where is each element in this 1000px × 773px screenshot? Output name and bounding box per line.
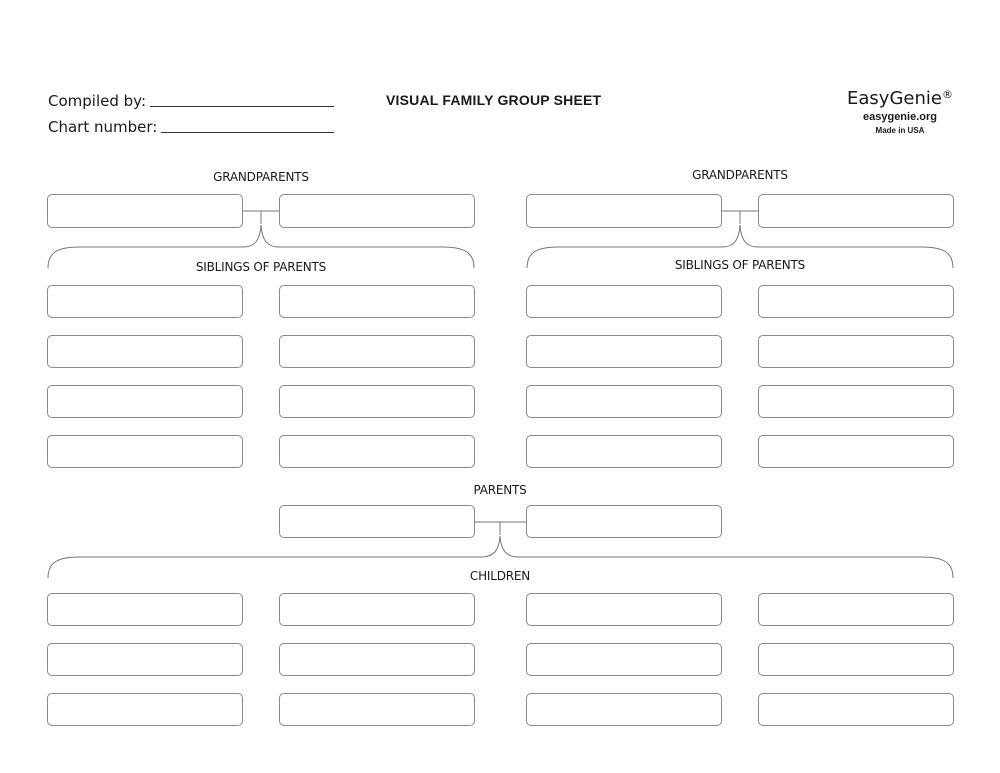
grandparents-right-label: GRANDPARENTS	[692, 168, 788, 182]
child-box[interactable]	[758, 593, 954, 626]
sibling-of-parent-box[interactable]	[279, 335, 475, 368]
chart-number-label: Chart number:	[48, 118, 158, 136]
child-box[interactable]	[279, 643, 475, 676]
sibling-of-parent-box[interactable]	[279, 385, 475, 418]
grandparent-box[interactable]	[279, 194, 475, 228]
grandparent-box[interactable]	[526, 194, 722, 228]
compiled-by-label: Compiled by:	[48, 92, 146, 110]
parent-box[interactable]	[526, 505, 722, 538]
grandparents-left-label: GRANDPARENTS	[213, 170, 309, 184]
grandparent-box[interactable]	[758, 194, 954, 228]
children-label: CHILDREN	[469, 569, 531, 583]
sibling-of-parent-box[interactable]	[47, 285, 243, 318]
brand-block	[830, 88, 970, 135]
sibling-of-parent-box[interactable]	[47, 385, 243, 418]
sibling-of-parent-box[interactable]	[279, 285, 475, 318]
sibling-of-parent-box[interactable]	[526, 285, 722, 318]
child-box[interactable]	[47, 593, 243, 626]
child-box[interactable]	[279, 593, 475, 626]
child-box[interactable]	[758, 643, 954, 676]
child-box[interactable]	[526, 693, 722, 726]
sibling-of-parent-box[interactable]	[758, 285, 954, 318]
parents-label: PARENTS	[473, 483, 527, 497]
brand-url: easygenie.org	[863, 111, 937, 123]
sibling-of-parent-box[interactable]	[47, 335, 243, 368]
siblings-left-label: SIBLINGS OF PARENTS	[195, 260, 327, 274]
brand-origin: Made in USA	[875, 126, 925, 135]
siblings-right-label: SIBLINGS OF PARENTS	[674, 258, 806, 272]
child-box[interactable]	[47, 643, 243, 676]
child-box[interactable]	[526, 593, 722, 626]
sibling-of-parent-box[interactable]	[526, 435, 722, 468]
child-box[interactable]	[279, 693, 475, 726]
child-box[interactable]	[47, 693, 243, 726]
page-title: VISUAL FAMILY GROUP SHEET	[386, 92, 602, 108]
sibling-of-parent-box[interactable]	[47, 435, 243, 468]
sibling-of-parent-box[interactable]	[279, 435, 475, 468]
chart-number-field[interactable]	[161, 132, 334, 133]
sibling-of-parent-box[interactable]	[758, 435, 954, 468]
compiled-by-field[interactable]	[150, 106, 334, 107]
sibling-of-parent-box[interactable]	[526, 385, 722, 418]
parent-box[interactable]	[279, 505, 475, 538]
brand-logo: EasyGenie®	[847, 88, 953, 109]
child-box[interactable]	[758, 693, 954, 726]
sibling-of-parent-box[interactable]	[758, 385, 954, 418]
sibling-of-parent-box[interactable]	[526, 335, 722, 368]
sibling-of-parent-box[interactable]	[758, 335, 954, 368]
grandparent-box[interactable]	[47, 194, 243, 228]
child-box[interactable]	[526, 643, 722, 676]
